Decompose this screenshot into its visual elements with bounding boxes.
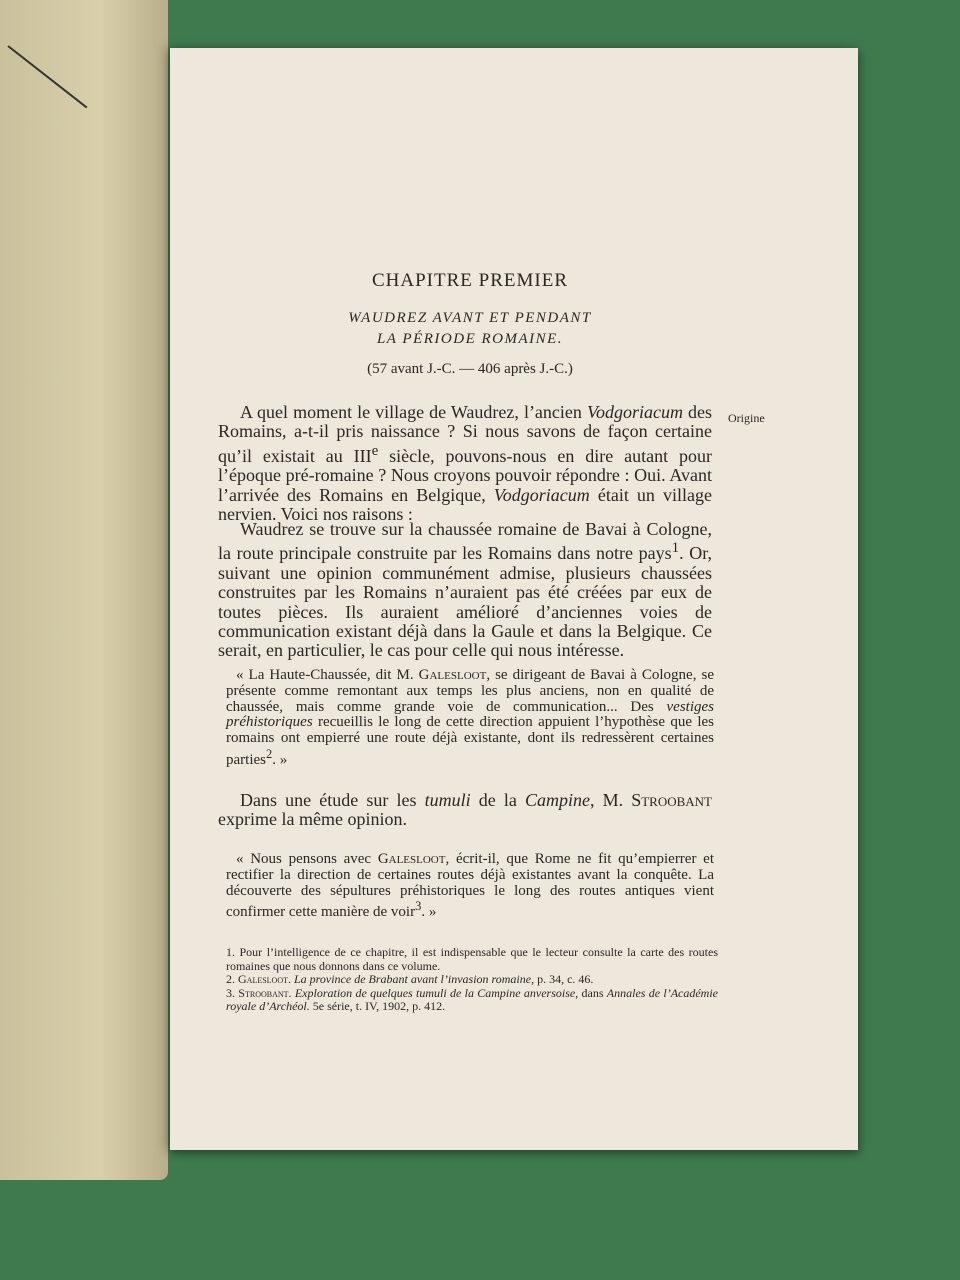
p1-sup: e [371,442,379,459]
q1-text-2: , se dirigeant de Bavai à Cologne, se présente comme remontant aux temps les plus anciens, non en qualité de chaussée, mais comme grande voie de communication... Des [226,667,714,715]
chapter-title: CHAPITRE PREMIER [372,270,568,291]
q2-indent [226,851,236,867]
p3-text-1: Dans une étude sur les [240,790,425,810]
fn3-dot: . [288,985,295,1000]
facing-page-rule [7,45,87,108]
p2-text-2: . Or, suivant une opinion communément admise, plusieurs chaussées construites par les Romains n’auraient pas été créées par eux de toutes pièces. Ils auraient amélioré d’anciennes voies de communication existant déjà dans la Gaule et dans la Belgique. Ce serait, en particulier, le cas pour celle qui nous intéresse. [218,543,713,661]
footnotes [212,946,718,1014]
fn3-text-2: 5e série, t. IV, 1902, p. 412. [309,999,446,1014]
facing-page [0,0,168,1180]
q1-italic: vestiges préhistoriques [226,698,714,731]
footnote-ref-3: 3 [415,899,422,914]
p2-text-1: Waudrez se trouve sur la chaussée romaine de Bavai à Cologne, la route principale construite par les Romains dans notre pays [218,519,712,564]
fn3-num: 3. [226,985,239,1000]
footnote-ref-2: 2 [265,746,273,761]
p3-text-2: de la [470,790,525,810]
q1-text-1: « La Haute-Chaussée, dit M. [236,667,419,683]
p1-italic-2: Vodgoriacum [493,484,590,505]
paragraph-1 [218,403,712,524]
q2-text-2: , écrit-il, que Rome ne fit qu’empierrer et rectifier la direction de certaines routes déjà existantes avant la conquête. La découverte des sépultures préhistoriques le long des routes antiques vient confirmer cette manière de voir [226,851,714,921]
p1-text-1: A quel moment le village de Waudrez, l’ancien [240,402,587,422]
q2-smallcaps: Galesloot [377,851,446,867]
quote-1 [226,668,714,769]
footnote-ref-1: 1 [671,540,680,557]
p3-text-3: , M. [589,790,632,810]
chapter-dates: (57 avant J.-C. — 406 après J.-C.) [367,361,573,377]
fn2-num: 2. [226,972,238,987]
p3-indent [218,790,240,810]
p1-italic-1: Vodgoriacum [586,402,683,422]
p1-text-4: était un village nervien. Voici nos raisons : [218,484,712,525]
p3-text-4: exprime la même opinion. [218,809,407,830]
q2-text-1: « Nous pensons avec [236,851,378,867]
p3-italic-1: tumuli [424,790,471,810]
fn2-author: Galesloot [238,972,288,987]
q1-indent [226,667,236,683]
fn2-ref: , p. 34, c. 46. [531,972,594,987]
footnote-1: 1. Pour l’intelligence de ce chapitre, il est indispensable que le lecteur consulte la carte des routes romaines que nous donnons dans ce volume. [226,945,718,973]
p1-text-3: siècle, pouvons-nous en dire autant pour l’époque pré-romaine ? Nous croyons pouvoir répondre : Oui. Avant l’arrivée des Romains en Belgique, [218,445,712,505]
fn3-text-1: , dans [575,985,607,1000]
q1-text-4: . » [272,751,288,768]
fn3-journal: Annales de l’Académie royale d’Archéol. [226,985,719,1014]
q2-text-3: . » [421,904,437,921]
fn2-title: La province de Brabant avant l’invasion romaine [294,972,532,987]
footnote-3 [212,987,718,1014]
p3-italic-2: Campine [524,790,590,810]
quote-2 [226,852,714,921]
fn3-author: Stroobant [238,985,289,1000]
book-page [170,48,858,1150]
chapter-subtitle-line1: WAUDREZ AVANT ET PENDANT [348,310,592,326]
q1-smallcaps: Galesloot [418,667,487,683]
fn3-title: Exploration de quelques tumuli de la Campine anversoise [294,985,576,1000]
p2-indent [218,519,240,539]
p1-indent [218,402,240,422]
fn2-dot: . [288,972,294,987]
p1-text-2: des Romains, a-t-il pris naissance ? Si nous savons de façon certaine qu’il existait au III [218,402,712,466]
footnote-2 [212,973,718,987]
paragraph-2 [218,520,712,661]
p3-smallcaps: Stroobant [631,790,712,810]
paragraph-3 [218,791,712,830]
q1-text-3: recueillis le long de cette direction appuient l’hypothèse que les romains ont empierré une route déjà existante, dont ils redressèrent certaines parties [226,714,714,768]
margin-note: Origine [728,411,765,425]
chapter-subtitle-line2: LA PÉRIODE ROMAINE. [376,331,564,347]
